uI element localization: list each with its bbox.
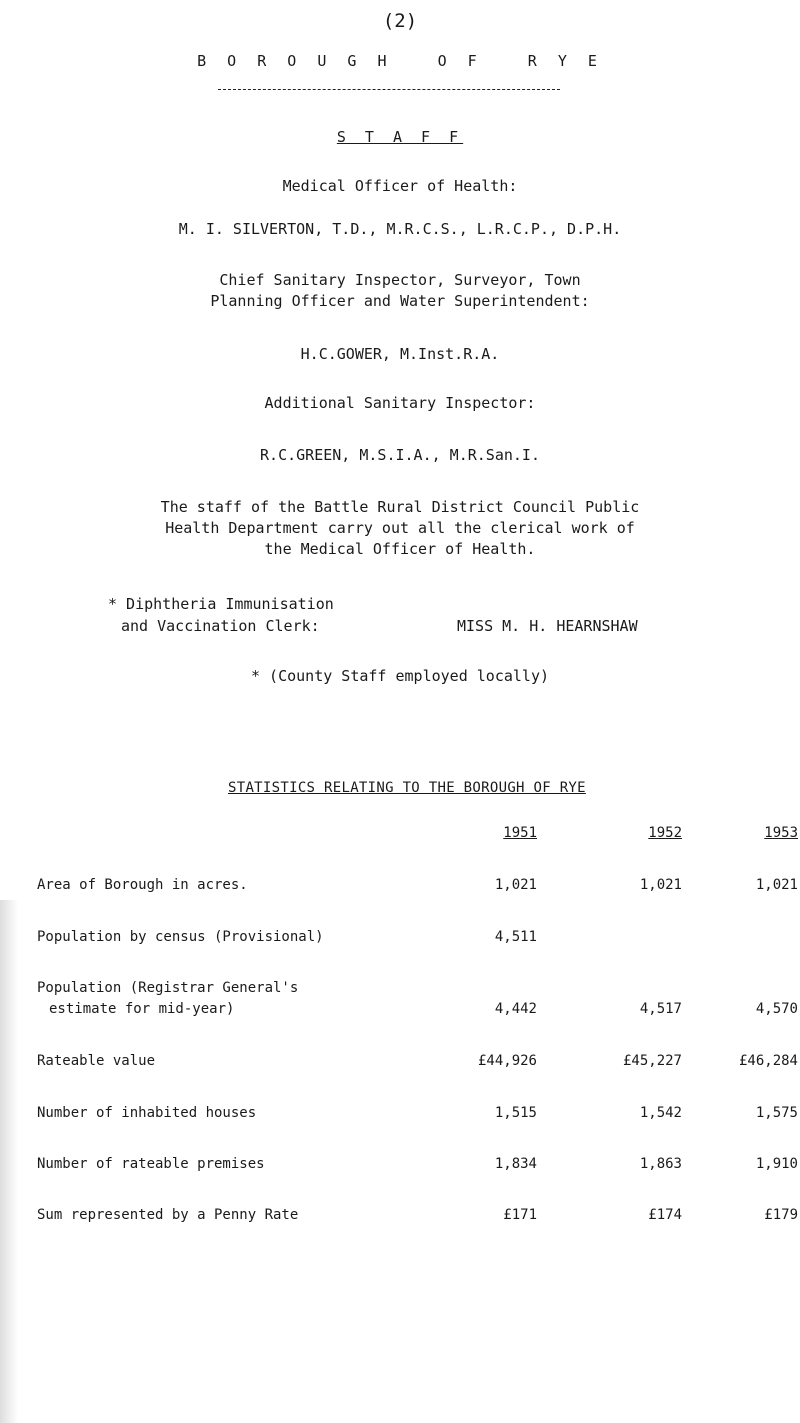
clerical-line3: the Medical Officer of Health.: [264, 540, 536, 558]
clerk-name: MISS M. H. HEARNSHAW: [457, 617, 638, 635]
row-value: 4,442: [494, 1001, 537, 1017]
csi-title-line2: Planning Officer and Water Superintendent:: [210, 292, 590, 310]
asi-name: R.C.GREEN, M.S.I.A., M.R.San.I.: [260, 446, 540, 464]
row-label: Area of Borough in acres.: [37, 877, 248, 893]
clerical-line2: Health Department carry out all the clerical work of: [165, 519, 635, 537]
row-value: £45,227: [622, 1053, 682, 1069]
row-label: Population by census (Provisional): [37, 929, 324, 945]
year-1951: 1951: [503, 825, 537, 841]
row-label: Number of rateable premises: [37, 1156, 265, 1172]
page-number: (2): [382, 10, 418, 32]
table-row: [0, 1156, 800, 1176]
row-value: 1,834: [494, 1156, 537, 1172]
table-row: [0, 1053, 800, 1073]
row-value: 1,021: [755, 877, 798, 893]
row-value: 1,910: [755, 1156, 798, 1172]
row-value: 1,021: [494, 877, 537, 893]
row-value: 1,021: [639, 877, 682, 893]
borough-heading: B O R O U G H O F R Y E: [197, 52, 603, 70]
statistics-heading: STATISTICS RELATING TO THE BOROUGH OF RYE: [228, 780, 586, 796]
row-label: estimate for mid-year): [49, 1001, 235, 1017]
staff-heading: S T A F F: [336, 128, 464, 146]
csi-title-line1: Chief Sanitary Inspector, Surveyor, Town: [219, 271, 581, 289]
moh-name: M. I. SILVERTON, T.D., M.R.C.S., L.R.C.P., D.P.H.: [178, 220, 622, 238]
clerk-title-line1: * Diphtheria Immunisation: [108, 595, 334, 613]
row-value: 4,570: [755, 1001, 798, 1017]
row-value: £174: [648, 1207, 682, 1223]
year-1953: 1953: [764, 825, 798, 841]
table-row: [0, 980, 800, 1000]
table-row: [0, 1001, 800, 1021]
row-value: £46,284: [738, 1053, 798, 1069]
table-row: [0, 1105, 800, 1125]
row-label: Number of inhabited houses: [37, 1105, 257, 1121]
row-value: 1,575: [755, 1105, 798, 1121]
moh-title: Medical Officer of Health:: [282, 177, 518, 195]
row-value: £44,926: [477, 1053, 537, 1069]
county-note: * (County Staff employed locally): [250, 667, 549, 685]
row-value: £171: [503, 1207, 537, 1223]
table-row: [0, 929, 800, 949]
clerical-line1: The staff of the Battle Rural District Council Public: [160, 498, 640, 516]
table-row: [0, 1207, 800, 1227]
row-value: £179: [764, 1207, 798, 1223]
row-label-line1: Population (Registrar General's: [37, 980, 299, 996]
row-label: Sum represented by a Penny Rate: [37, 1207, 299, 1223]
scan-edge-shadow: [0, 900, 18, 1423]
row-value: 4,511: [494, 929, 537, 945]
row-value: 4,517: [639, 1001, 682, 1017]
csi-name: H.C.GOWER, M.Inst.R.A.: [300, 345, 500, 363]
year-1952: 1952: [648, 825, 682, 841]
row-value: 1,515: [494, 1105, 537, 1121]
row-label: Rateable value: [37, 1053, 156, 1069]
row-value: 1,542: [639, 1105, 682, 1121]
dashed-rule: [218, 89, 560, 90]
table-header-row: [0, 825, 800, 845]
table-row: [0, 877, 800, 897]
asi-title: Additional Sanitary Inspector:: [264, 394, 536, 412]
clerk-title-line2: and Vaccination Clerk:: [121, 617, 320, 635]
row-value: 1,863: [639, 1156, 682, 1172]
